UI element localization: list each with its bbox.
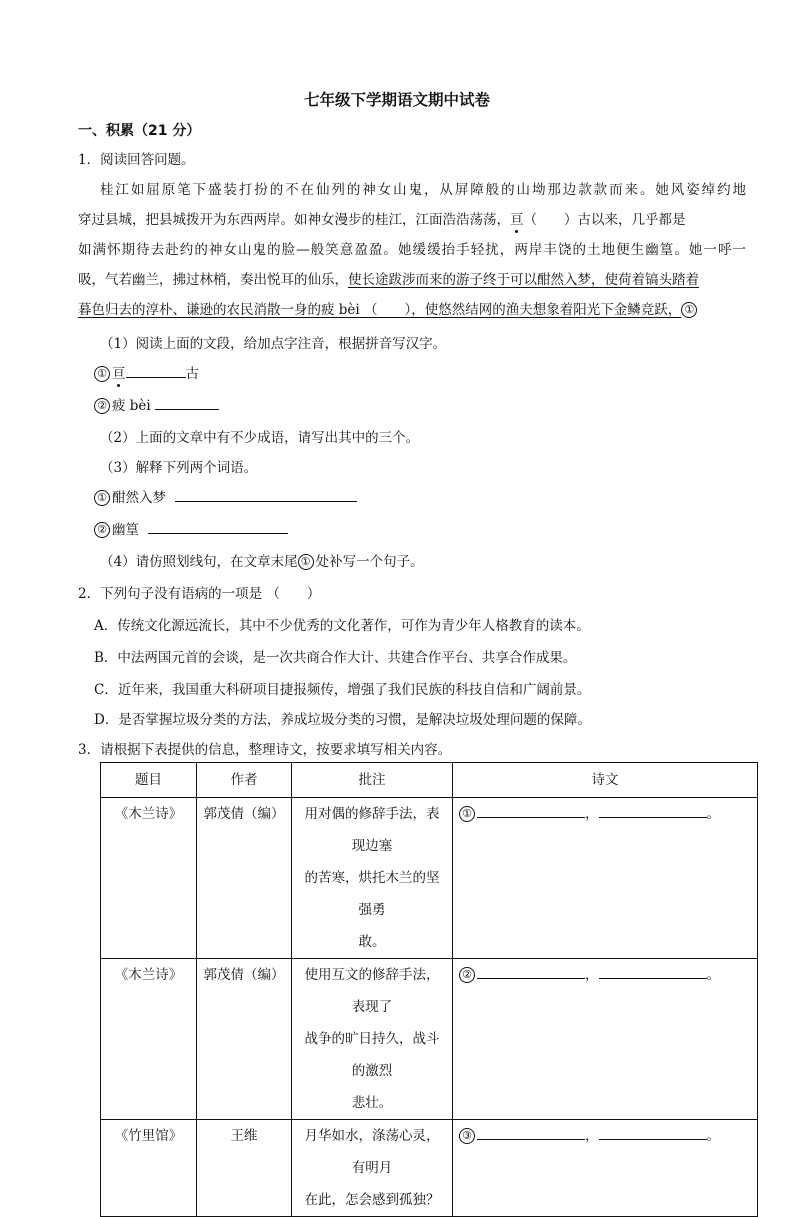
option-a[interactable]: A．传统文化源远流长，其中不少优秀的文化著作，可作为青少年人格教育的读本。 [94,618,590,634]
dotted-char: 亘 [510,212,524,228]
passage-line-5: 暮色归去的淳朴、谦逊的农民消散一身的疲 bèi （ ），使悠然结网的渔夫想象着阳光下金鳞竞跃， ① [78,298,746,318]
header-author: 作者 [197,763,292,798]
option-c[interactable]: C．近年来，我国重大科研项目捷报频传，增强了我们民族的科技自信和广阔前景。 [94,682,591,698]
passage-line-3: 如满怀期待去赴约的神女山鬼的脸—般笑意盈盈。她缓缓抬手轻扰，两岸丰饶的土地便生幽篁。她一呼一 [78,242,746,258]
table-row: 《竹里馆》 王维 月华如水，涤荡心灵，有明月 在此，怎会感到孤独？ ③ ， 。 [101,1120,758,1217]
question-2-label: 2．下列句子没有语病的一项是 （ ） [78,586,321,602]
passage-line-1: 桂江如屈原笔下盛装打扮的不在仙列的神女山鬼，从屏障般的山坳那边款款而来。她风姿绰约地 [100,182,746,198]
passage-line-4: 吸，气若幽兰，拂过林梢，奏出悦耳的仙乐，使长途跋涉而来的游子终于可以酣然入梦，使荷着镐头踏着 [78,272,699,288]
table-row: 《木兰诗》 郭茂倩（编） 使用互文的修辞手法，表现了 战争的旷日持久，战斗的激烈 悲壮。 ② ， 。 [101,959,758,1120]
header-title: 题目 [101,763,197,798]
sub-item-3b: ② 幽篁 [94,518,288,538]
passage-line-2: 穿过县城，把县城拨开为东西两岸。如神女漫步的桂江，江面浩浩荡荡，亘（ ）古以来，几乎都是 [78,212,686,228]
poem-table [100,762,758,1217]
exam-title: 七年级下学期语文期中试卷 [303,91,490,109]
underlined-sentence: 使长途跋涉而来的游子终于可以酣然入梦，使荷着镐头踏着 [348,272,699,288]
answer-blank[interactable] [599,1127,707,1140]
option-b[interactable]: B．中法两国元首的会谈，是一次共商合作大计、共建合作平台、共享合作成果。 [94,650,577,666]
answer-blank[interactable] [477,966,585,979]
header-note: 批注 [292,763,453,798]
answer-blank[interactable] [148,521,288,534]
question-1-label: 1．阅读回答问题。 [78,152,195,168]
question-3-label: 3．请根据下表提供的信息，整理诗文，按要求填写相关内容。 [78,742,452,758]
table-row: 《木兰诗》 郭茂倩（编） 用对偶的修辞手法，表现边塞 的苦寒，烘托木兰的坚强勇 敢。 ① ， 。 [101,798,758,959]
answer-blank[interactable] [477,1127,585,1140]
section-heading: 一、积累（21 分） [78,123,201,139]
sub-question-2: （2）上面的文章中有不少成语，请写出其中的三个。 [100,430,420,446]
sub-item-1a: ① 亘 古 [94,362,199,382]
sub-item-3a: ① 酣然入梦 [94,486,357,506]
sub-question-4: （4）请仿照划线句，在文章末尾 ① 处补写一个句子。 [100,554,424,570]
header-poem: 诗文 [453,763,758,798]
answer-blank[interactable] [155,397,219,410]
answer-blank[interactable] [599,805,707,818]
sub-item-1b: ② 疲 bèi [94,394,219,414]
answer-blank[interactable] [477,805,585,818]
option-d[interactable]: D．是否掌握垃圾分类的方法，养成垃圾分类的习惯，是解决垃圾处理问题的保障。 [94,712,591,728]
answer-blank[interactable] [126,365,186,378]
answer-blank[interactable] [599,966,707,979]
answer-blank[interactable] [175,489,357,502]
sub-question-3: （3）解释下列两个词语。 [100,460,258,476]
sub-question-1: （1）阅读上面的文段，给加点字注音，根据拼音写汉字。 [100,336,447,352]
circle-marker-1: ① [681,302,697,318]
table-header-row [101,763,758,798]
